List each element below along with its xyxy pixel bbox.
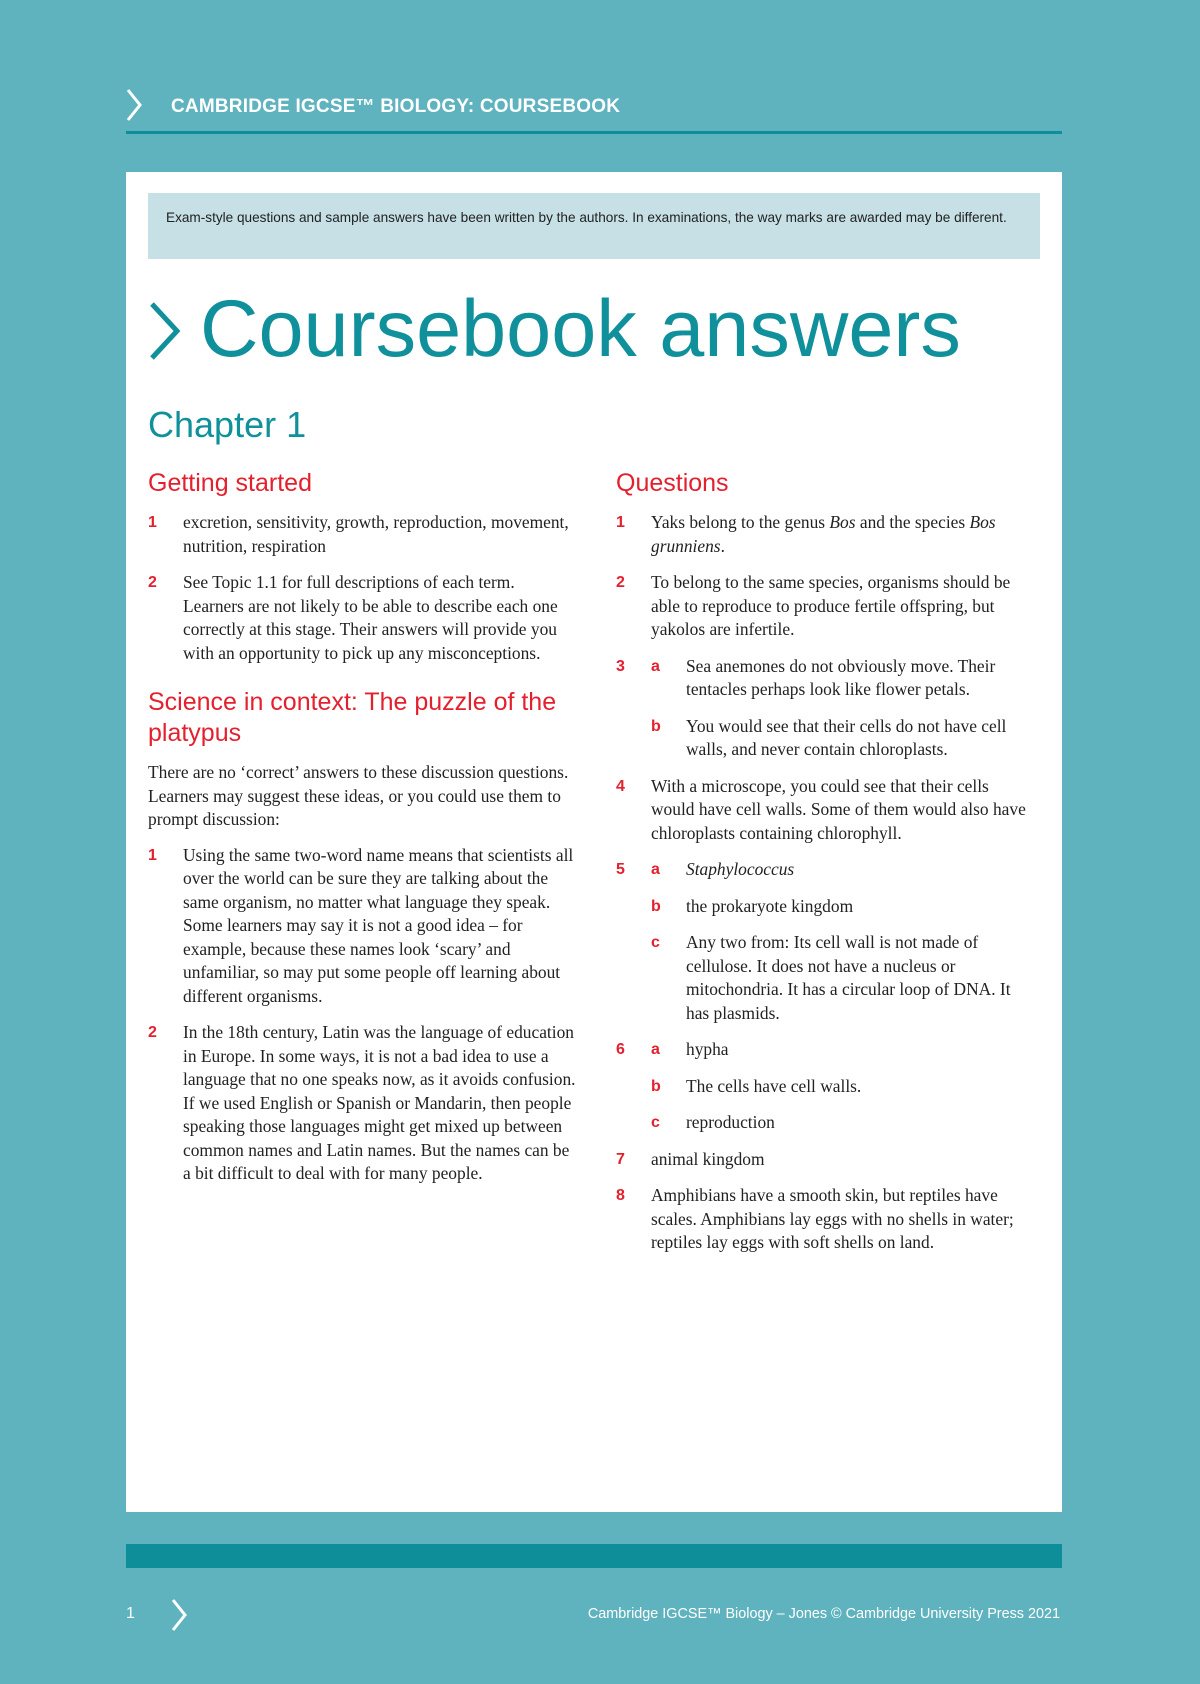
question-5c [616, 931, 1036, 1025]
page-content [126, 172, 1062, 1512]
text-fragment: and the species [855, 512, 970, 532]
item-number: 2 [616, 574, 625, 591]
item-text: animal kingdom [651, 1148, 765, 1169]
number-spacer [616, 1075, 651, 1099]
number-spacer [616, 715, 651, 762]
question-5a [616, 858, 1036, 882]
item-number: 3 [616, 657, 625, 675]
book-title: CAMBRIDGE IGCSE™ BIOLOGY: COURSEBOOK [171, 96, 621, 117]
chevron-right-icon [126, 88, 142, 122]
part-letter: a [651, 657, 660, 675]
chapter-heading: Chapter 1 [148, 404, 307, 445]
item-text: Any two from: Its cell wall is not made of cellulose. It does not have a nucleus or mitochondria. It has a circular loop of DNA. It has plasmids. [686, 932, 1011, 1023]
item-text [651, 511, 1036, 558]
species-name: Bos grunniens [651, 512, 996, 556]
item-number: 1 [148, 846, 157, 864]
list-item [148, 571, 578, 665]
getting-started-heading: Getting started [148, 469, 312, 497]
item-number: 2 [148, 1024, 157, 1041]
number-spacer [616, 895, 651, 919]
number-spacer [616, 1111, 651, 1135]
footer-credit: Cambridge IGCSE™ Biology – Jones © Cambridge University Press 2021 [587, 1606, 1060, 1622]
genus-name: Bos [829, 512, 856, 532]
item-text: In the 18th century, Latin was the language of education in Europe. In some ways, it is not a bad idea to use a language that no one speaks now, as it avoids confusion. If we used English or Spanish or Mandarin, then people speaking those languages might get mixed up between common names and Latin names. But the names can be a bit difficult to deal with for many people. [183, 1022, 576, 1183]
item-number: 1 [616, 514, 625, 531]
part-letter: b [651, 717, 661, 735]
item-number: 6 [616, 1041, 625, 1058]
page-title: Coursebook answers [200, 284, 961, 374]
item-text: Staphylococcus [686, 859, 795, 879]
question-1 [616, 511, 1036, 558]
left-column [148, 468, 578, 1199]
list-item [148, 844, 578, 1009]
item-text: excretion, sensitivity, growth, reproduction, movement, nutrition, respiration [183, 512, 569, 556]
item-text: the prokaryote kingdom [686, 895, 854, 916]
part-letter: c [651, 934, 660, 951]
item-text: Sea anemones do not obviously move. Their tentacles perhaps look like flower petals. [686, 655, 996, 699]
footer-band [126, 1544, 1062, 1568]
science-in-context-intro: There are no ‘correct’ answers to these discussion questions. Learners may suggest these ideas, or you could use them to prompt discussion: [148, 762, 569, 829]
item-number: 4 [616, 777, 625, 795]
text-fragment: Yaks belong to the genus [651, 512, 830, 532]
question-6b [616, 1075, 1036, 1099]
question-4 [616, 775, 1036, 846]
item-text: The cells have cell walls. [686, 1075, 862, 1096]
chevron-right-icon[interactable] [170, 1598, 188, 1632]
question-2 [616, 571, 1036, 642]
item-text: reproduction [686, 1112, 775, 1132]
question-6a [616, 1038, 1036, 1062]
item-number: 5 [616, 861, 625, 878]
question-7 [616, 1148, 1036, 1172]
header-rule [126, 131, 1062, 134]
questions-heading: Questions [616, 469, 729, 497]
item-text: To belong to the same species, organisms should be able to reproduce to produce fertile offspring, but yakolos are infertile. [651, 572, 1011, 639]
page-number: 1 [126, 1605, 135, 1622]
item-text: Amphibians have a smooth skin, but reptiles have scales. Amphibians lay eggs with no shells in water; reptiles lay eggs with soft shells on land. [651, 1185, 1014, 1252]
right-column [616, 468, 1036, 1268]
item-text: With a microscope, you could see that their cells would have cell walls. Some of them would also have chloroplasts containing chlorophyll. [651, 775, 1026, 843]
item-number: 2 [148, 574, 157, 591]
question-5b [616, 895, 1036, 919]
part-letter: c [651, 1114, 660, 1131]
item-text: hypha [686, 1039, 729, 1059]
item-text: See Topic 1.1 for full descriptions of each term. Learners are not likely to be able to describe each one correctly at this stage. Their answers will provide you with an opportunity to pick up any misconceptions. [183, 572, 558, 663]
item-number: 8 [616, 1187, 625, 1204]
item-text: You would see that their cells do not have cell walls, and never contain chloroplasts. [686, 715, 1007, 759]
question-8 [616, 1184, 1036, 1255]
item-number: 7 [616, 1150, 625, 1168]
number-spacer [616, 931, 651, 1025]
item-number: 1 [148, 514, 157, 531]
part-letter: a [651, 861, 660, 878]
question-6c [616, 1111, 1036, 1135]
running-header [126, 86, 1062, 134]
question-3b [616, 715, 1036, 762]
list-item [148, 1021, 578, 1186]
science-in-context-heading: Science in context: The puzzle of the platypus [148, 688, 557, 747]
item-text: Using the same two-word name means that scientists all over the world can be sure they are talking about the same organism, no matter what language they speak. Some learners may say it is not a good idea – for example, because these names look ‘scary’ and unfamiliar, so may put some people off learning about different organisms. [183, 844, 574, 1006]
exam-notice: Exam-style questions and sample answers have been written by the authors. In examinations, the way marks are awarded may be different. [148, 193, 1040, 259]
text-fragment: . [720, 535, 725, 556]
part-letter: a [651, 1041, 660, 1058]
part-letter: b [651, 1077, 661, 1095]
list-item [148, 511, 578, 558]
chevron-right-icon [148, 300, 182, 362]
question-3a [616, 655, 1036, 702]
part-letter: b [651, 897, 661, 915]
